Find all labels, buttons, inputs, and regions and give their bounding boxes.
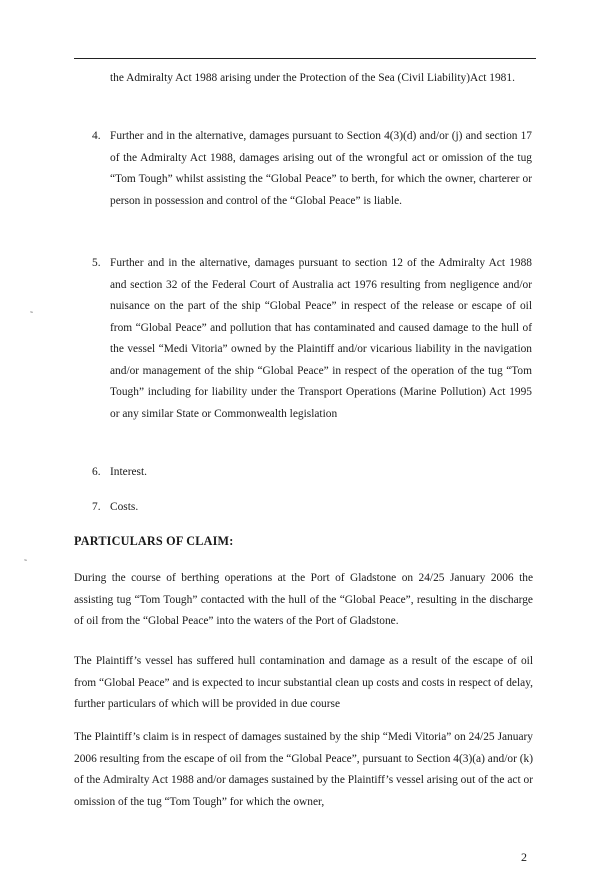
margin-mark: ˷ — [30, 303, 33, 313]
particulars-heading: PARTICULARS OF CLAIM: — [74, 534, 234, 548]
top-rule — [74, 58, 536, 59]
continuation-text: the Admiralty Act 1988 arising under the Protection of the Sea (Civil Liability)Act 1981. — [110, 72, 515, 84]
item-text: Interest. — [110, 466, 148, 478]
paragraph-contamination: The Plaintiff’s vessel has suffered hull contamination and damage as a result of the escape of oil from “Global Peace” and is expected to incur substantial clean up costs and costs in respect of delay, further particulars of which will be provided in due course — [74, 655, 533, 711]
margin-mark: ˷ — [24, 551, 27, 561]
item-number: 6. — [92, 466, 101, 478]
claim-item-4 — [92, 126, 532, 238]
item-number: 5. — [92, 257, 101, 269]
paragraph-berthing: During the course of berthing operations at the Port of Gladstone on 24/25 January 2006 the assisting tug “Tom Tough” contacted with the hull of the “Global Peace”, resulting in the discharge of oil from the “Global Peace” into the waters of the Port of Gladstone. — [74, 572, 533, 628]
claim-item-6 — [92, 462, 532, 484]
item-number: 4. — [92, 130, 101, 142]
page-number: 2 — [521, 850, 527, 864]
item-text: Costs. — [110, 501, 139, 513]
item-text: Further and in the alternative, damages pursuant to Section 4(3)(d) and/or (j) and section 17 of the Admiralty Act 1988, damages arising out of the wrongful act or omission of the tug “Tom Tough” whilst assisting the “Global Peace” to berth, for which the owner, charterer or person in possession and control of the “Global Peace” is liable. — [110, 130, 532, 207]
claim-item-7 — [92, 497, 532, 519]
item-number: 7. — [92, 501, 101, 513]
paragraph-claim: The Plaintiff’s claim is in respect of damages sustained by the ship “Medi Vitoria” on 24/25 January 2006 resulting from the escape of oil from the “Global Peace”, pursuant to Section 4(3)(a) and/or (k) of the Admiralty Act 1988 and/or damages sustained by the Plaintiff’s vessel arising out of the act or omission of the tug “Tom Tough” for which the owner, — [74, 731, 533, 808]
claim-item-5 — [92, 253, 532, 453]
item-text: Further and in the alternative, damages pursuant to section 12 of the Admiralty Act 1988 and section 32 of the Federal Court of Australia act 1976 resulting from negligence and/or nuisance on the part of the ship “Global Peace” in respect of the release or escape of oil from “Global Peace” and pollution that has contaminated and caused damage to the hull of the vessel “Medi Vitoria” owned by the Plaintiff and/or vicarious liability in the navigation and/or management of the ship “Global Peace” in respect of the operation of the tug “Tom Tough” including for liability under the Transport Operations (Marine Pollution) Act 1995 or any similar State or Commonwealth legislation — [110, 257, 532, 420]
